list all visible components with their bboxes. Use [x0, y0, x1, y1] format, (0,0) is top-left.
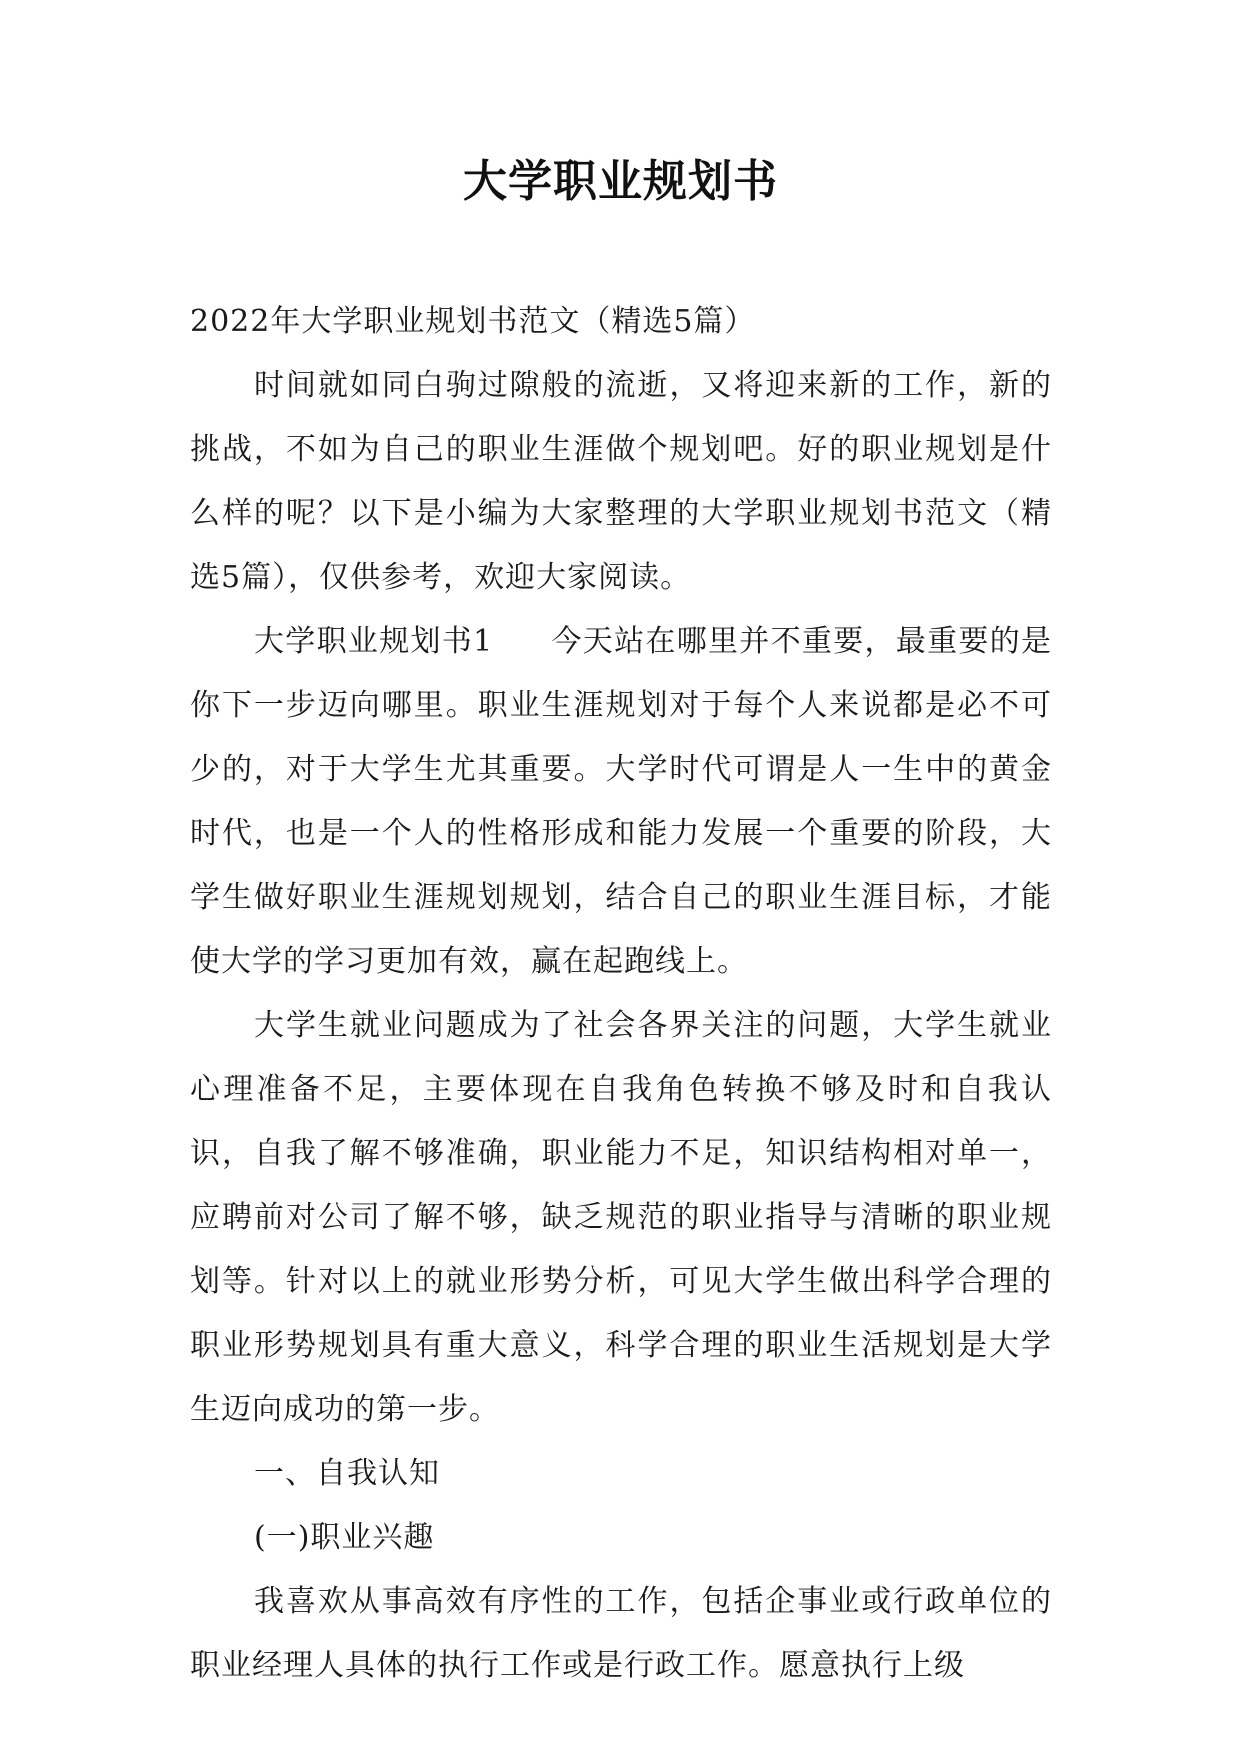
document-body [190, 290, 1052, 1698]
section1-text: 今天站在哪里并不重要，最重要的是你下一步迈向哪里。职业生涯规划对于每个人来说都是必不可少的，对于大学生尤其重要。大学时代可谓是人一生中的黄金时代，也是一个人的性格形成和能力发展一个重要的阶段，大学生做好职业生涯规划规划，结合自己的职业生涯目标，才能使大学的学习更加有效，赢在起跑线上。 [190, 624, 1053, 979]
document-title: 大学职业规划书 [463, 156, 778, 207]
section1-heading: 大学职业规划书1 [254, 624, 494, 659]
self-awareness-heading: 一、自我认知 [254, 1456, 440, 1491]
section1-paragraph [190, 610, 1052, 994]
interest-paragraph: 我喜欢从事高效有序性的工作，包括企事业或行政单位的职业经理人具体的执行工作或是行政工作。愿意执行上级 [190, 1584, 1052, 1683]
career-interest-heading: (一)职业兴趣 [254, 1520, 435, 1555]
intro-paragraph: 时间就如同白驹过隙般的流逝，又将迎来新的工作，新的挑战，不如为自己的职业生涯做个规划吧。好的职业规划是什么样的呢？以下是小编为大家整理的大学职业规划书范文（精选5篇），仅供参考，欢迎大家阅读。 [190, 368, 1052, 595]
employment-paragraph: 大学生就业问题成为了社会各界关注的问题，大学生就业心理准备不足，主要体现在自我角色转换不够及时和自我认识，自我了解不够准确，职业能力不足，知识结构相对单一，应聘前对公司了解不够，缺乏规范的职业指导与清晰的职业规划等。针对以上的就业形势分析，可见大学生做出科学合理的职业形势规划具有重大意义，科学合理的职业生活规划是大学生迈向成功的第一步。 [190, 1008, 1052, 1427]
document-subtitle: 2022年大学职业规划书范文（精选5篇） [190, 304, 756, 339]
